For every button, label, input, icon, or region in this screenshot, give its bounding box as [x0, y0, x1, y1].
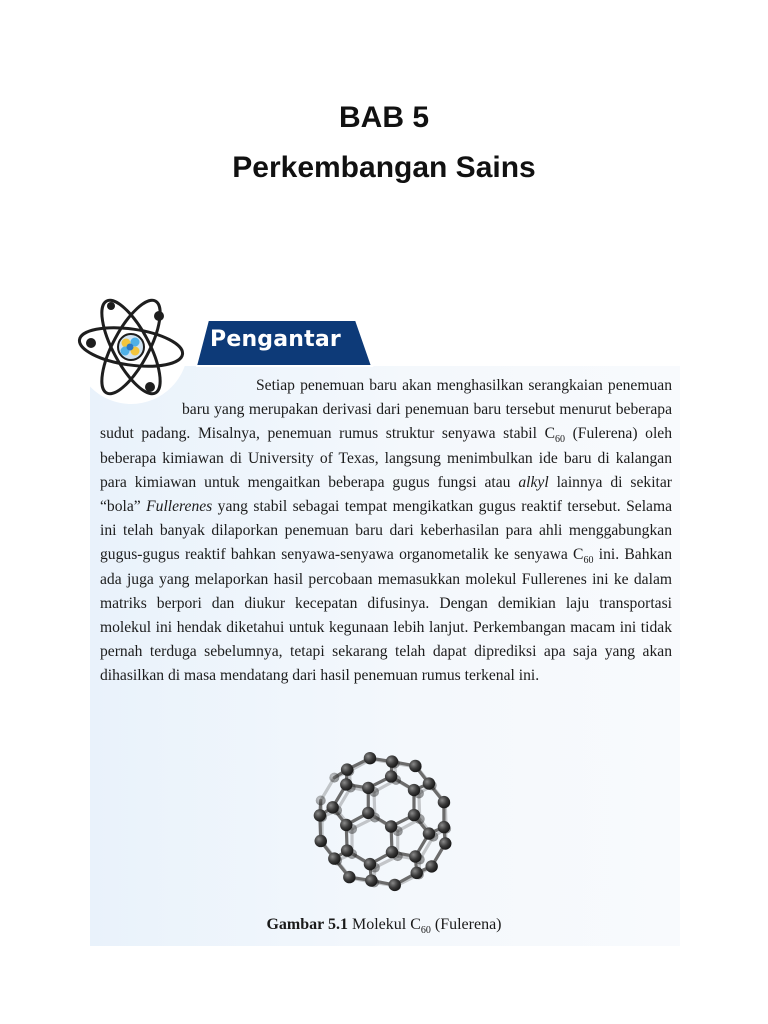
figure-caption	[0, 916, 768, 937]
fullerene-molecule-image	[300, 746, 466, 898]
subscript-60: 60	[583, 555, 594, 567]
carbon-atom	[314, 809, 326, 821]
carbon-atom	[365, 874, 377, 886]
carbon-atom	[408, 809, 420, 821]
carbon-atom	[315, 835, 327, 847]
section-banner	[196, 319, 374, 367]
paragraph-segment: lainnya di sekitar “bola”	[100, 473, 672, 516]
paragraph-segment: (Fulerena) oleh beberapa kimiawan di University of Texas, langsung menimbulkan ide baru di kalangan para kimiawan untuk mengaitkan beberapa gugus fungsi atau	[100, 425, 672, 491]
paragraph-segment: yang stabil sebagai tempat mengikatkan gugus reaktif tersebut. Selama ini telah banyak dilaporkan penemuan baru dari keberhasilan para ahli menggabungkan gugus-gugus reaktif bahkan senyawa-senyawa organometalik ke senyawa C	[100, 498, 672, 564]
carbon-atom	[316, 795, 326, 805]
carbon-atom	[423, 827, 435, 839]
carbon-atom	[408, 784, 420, 796]
carbon-atom	[439, 837, 451, 849]
carbon-atom	[343, 871, 355, 883]
section-title: Pengantar	[210, 327, 341, 352]
carbon-atom	[328, 852, 340, 864]
carbon-atom	[364, 752, 376, 764]
chapter-number: BAB 5	[338, 101, 429, 134]
carbon-atom	[340, 778, 352, 790]
paragraph-segment: ini. Bahkan ada juga yang melaporkan hasil percobaan memasukkan molekul Fullerenes ini ke dalam matriks berpori dan diukur kecepatan difusinya. Dengan demikian laju transportasi molekul ini hendak diketahui untuk kegunaan lebih lanjut. Perkembangan macam ini tidak pernah terduga sebelumnya, tetapi sekarang telah dapat diprediksi apa saja yang akan dihasilkan di masa mendatang dari hasil penemuan rumus terkenal ini.	[100, 546, 672, 685]
intro-paragraph	[100, 374, 672, 689]
chapter-title: Perkembangan Sains	[232, 151, 536, 184]
carbon-atom	[386, 755, 398, 767]
chapter-heading	[0, 96, 768, 190]
caption-subscript: 60	[420, 925, 431, 937]
carbon-atom	[364, 858, 376, 870]
caption-tail: (Fulerena)	[430, 916, 502, 933]
italic-term: alkyl	[518, 473, 549, 491]
carbon-atom	[329, 773, 339, 783]
subscript-60: 60	[554, 434, 565, 446]
paragraph-text	[100, 374, 672, 689]
paragraph-segment: Setiap penemuan baru akan menghasilkan serangkaian penemuan baru yang merupakan derivasi dari penemuan baru tersebut menurut beberapa sudut padang. Misalnya, penemuan rumus struktur senyawa stabil C	[100, 377, 672, 443]
carbon-atom	[341, 844, 353, 856]
carbon-atom	[340, 819, 352, 831]
carbon-atom	[326, 801, 338, 813]
carbon-atom	[362, 782, 374, 794]
carbon-atom	[425, 860, 437, 872]
carbon-atom	[438, 796, 450, 808]
carbon-atom	[341, 763, 353, 775]
carbon-atom	[385, 820, 397, 832]
caption-text: Molekul C	[347, 916, 421, 933]
italic-term: Fullerenes	[146, 498, 213, 516]
carbon-atom	[438, 821, 450, 833]
carbon-atom	[411, 867, 423, 879]
carbon-atom	[385, 770, 397, 782]
carbon-atom	[362, 807, 374, 819]
carbon-atom	[386, 846, 398, 858]
carbon-atom	[388, 879, 400, 891]
carbon-atom	[423, 777, 435, 789]
carbon-atom	[409, 760, 421, 772]
carbon-atom	[409, 850, 421, 862]
figure-label: Gambar 5.1	[266, 916, 348, 933]
